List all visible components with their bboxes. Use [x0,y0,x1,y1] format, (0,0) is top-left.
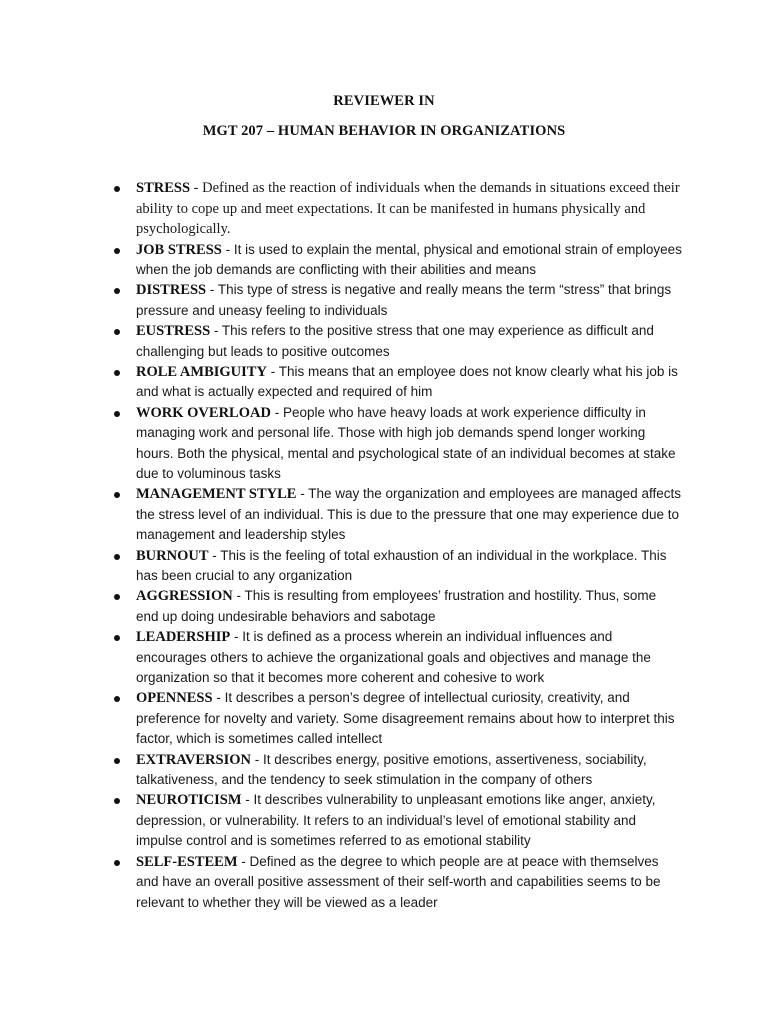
bullet-icon [114,248,120,254]
bullet-icon [114,329,120,335]
term-definition: It is defined as a process wherein an individual influences and encourages others to achieve the organizational goals and objectives and manage the organization so that it becomes more coherent and cohesive to work [136,629,651,686]
term-definition: This refers to the positive stress that one may experience as difficult and challenging but leads to positive outcomes [136,323,654,359]
term-definition: This type of stress is negative and really means the term “stress” that brings pressure and uneasy feeling to individuals [136,282,672,318]
list-item [112,403,682,485]
list-item [112,688,682,749]
term-definition: Defined as the degree to which people are at peace with themselves and have an overall positive assessment of their self-worth and capabilities seems to be relevant to whether they will be viewed as a leader [136,853,661,910]
term-definition: It describes energy, positive emotions, assertiveness, sociability, talkativeness, and the tendency to seek stimulation in the company of others [136,751,647,788]
term-definition: People who have heavy loads at work experience difficulty in managing work and personal life. Those with high job demands spend longer working hours. Both the physical, mental and psychological state of an individual becomes at stake due to voluminous tasks [136,404,676,481]
bullet-icon [114,554,120,560]
term-definition: This means that an employee does not know clearly what his job is and what is actually expected and required of him [136,363,678,400]
term-separator: - [270,404,283,420]
list-item [112,484,682,545]
term-label: SELF-ESTEEM [136,853,238,870]
list-item [112,362,682,403]
term-label: NEUROTICISM [136,792,242,809]
term-separator: - [266,363,279,379]
term-label: EUSTRESS [136,323,211,340]
bullet-icon [114,635,120,641]
list-item [112,852,682,913]
bullet-icon [114,186,120,192]
list-item [112,280,682,321]
term-label: WORK OVERLOAD [136,404,271,421]
bullet-icon [114,860,120,866]
list-item [112,178,682,240]
term-definition: It describes a person’s degree of intellectual curiosity, creativity, and preference for novelty and variety. Some disagreement remains about how to interpret this factor, which is sometimes called intellect [136,690,675,747]
term-separator: - [212,690,225,706]
title-block [0,92,768,141]
term-label: JOB STRESS [136,241,222,258]
list-item [112,627,682,688]
term-separator: - [208,547,221,563]
term-label: AGGRESSION [136,588,233,605]
list-item [112,321,682,362]
term-definition: Defined as the reaction of individuals when the demands in situations exceed their ability to cope up and meet expectations. It can be manifested in humans physically and psychologically. [136,180,680,237]
term-separator: - [296,486,309,502]
bullet-icon [114,798,120,804]
term-definition: The way the organization and employees are managed affects the stress level of an individual. This is due to the pressure that one may experience due to management and leadership styles [136,486,681,543]
document-subtitle: MGT 207 – HUMAN BEHAVIOR IN ORGANIZATIONS [202,123,566,139]
list-item [112,546,682,587]
term-separator: - [206,282,218,298]
bullet-icon [114,758,120,764]
list-item [112,240,682,281]
term-definition: This is the feeling of total exhaustion of an individual in the workplace. This has been crucial to any organization [136,547,667,583]
term-definition: It is used to explain the mental, physical and emotional strain of employees when the job demands are conflicting with their abilities and means [136,241,682,277]
term-separator: - [230,629,243,645]
bullet-icon [114,492,120,498]
term-label: MANAGEMENT STYLE [136,486,297,503]
term-label: DISTRESS [136,282,207,299]
term-label: BURNOUT [136,547,209,564]
list-item [112,750,682,791]
bullet-icon [114,696,120,702]
term-label: EXTRAVERSION [136,751,251,768]
term-separator: - [190,180,203,196]
bullet-icon [114,370,120,376]
term-separator: - [232,588,245,604]
bullet-icon [114,288,120,294]
list-item [112,790,682,851]
bullet-icon [114,411,120,417]
term-separator: - [241,792,254,808]
term-definition: It describes vulnerability to unpleasant emotions like anger, anxiety, depression, or vulnerability. It refers to an individual’s level of emotional stability and impulse control and is sometimes referred to as emotional stability [136,792,656,849]
term-label: ROLE AMBIGUITY [136,363,267,380]
term-list [112,178,682,913]
term-definition: This is resulting from employees’ frustration and hostility. Thus, some end up doing undesirable behaviors and sabotage [136,588,657,624]
term-label: STRESS [136,180,191,196]
term-label: LEADERSHIP [136,629,231,646]
term-separator: - [237,853,250,869]
term-label: OPENNESS [136,690,213,707]
term-separator: - [210,323,222,339]
term-separator: - [221,241,234,257]
document-title: REVIEWER IN [333,93,435,109]
bullet-icon [114,594,120,600]
term-separator: - [250,751,263,767]
list-item [112,586,682,627]
